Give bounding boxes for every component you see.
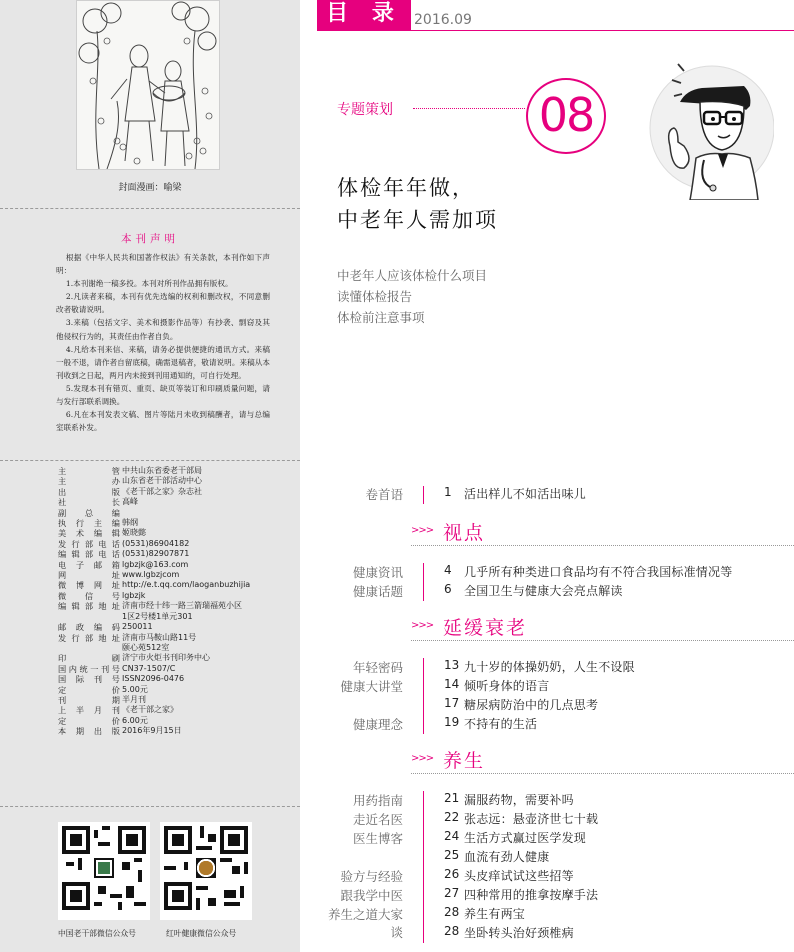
toc-category: 健康大讲堂 — [340, 679, 403, 694]
toc-page-number: 17 — [444, 696, 460, 710]
statement-paragraph: 2.凡读者来稿，本刊有优先选编的权利和删改权，不同意删改者敬请说明。 — [56, 292, 270, 315]
info-value: lgbzjk@163.com — [122, 559, 189, 569]
info-key: 印 刷 — [58, 653, 120, 664]
toc-title: 活出样儿不如活出味儿 — [464, 487, 587, 501]
info-row — [58, 476, 298, 486]
info-key: 微博网址 — [58, 580, 120, 591]
statement-paragraph: 5.发现本刊有错页、重页、缺页等装订和印刷质量问题，请与发行部联系调换。 — [56, 383, 270, 407]
info-key: 上半月刊 — [58, 705, 120, 716]
statement-paragraph: 3.来稿（包括文字、美术和摄影作品等）有抄袭、剽窃及其他侵权行为的，其责任由作者自负。 — [56, 318, 270, 341]
statement-title: 本刊声明 — [121, 233, 179, 245]
toc-page-number: 24 — [444, 829, 460, 843]
qr-code-icon — [164, 826, 248, 910]
info-row — [58, 622, 298, 632]
toc-page-number: 6 — [444, 582, 452, 596]
toc-entry[interactable] — [322, 582, 794, 602]
divider — [0, 460, 300, 461]
info-key: 邮政编码 — [58, 622, 120, 633]
toc-title: 几乎所有种类进口食品均有不符合我国标准情况等 — [464, 565, 733, 579]
toc-page-number: 28 — [444, 905, 460, 919]
info-value: 《老干部之家》 — [122, 705, 178, 715]
feature-dotted-line — [413, 108, 525, 109]
info-row — [58, 528, 298, 538]
left-sidebar — [0, 0, 300, 952]
info-value: 高峰 — [122, 497, 138, 507]
info-key: 编辑部电话 — [58, 549, 120, 560]
toc-page-number: 13 — [444, 658, 460, 672]
toc-category: 跟我学中医 — [340, 888, 403, 903]
toc-page-number: 4 — [444, 563, 452, 577]
info-key: 电子邮箱 — [58, 559, 120, 570]
toc-title: 全国卫生与健康大会亮点解读 — [464, 584, 623, 598]
info-value: 韩纲 — [122, 518, 138, 528]
info-key — [58, 643, 122, 653]
info-value: ISSN2096-0476 — [122, 674, 185, 684]
toc-page-number: 28 — [444, 924, 460, 938]
feature-subtitle: 体检前注意事项 — [337, 310, 425, 325]
info-row — [58, 487, 298, 497]
contents-title: 目 录 — [317, 0, 411, 30]
info-value: 济南市经十纬一路三箭瑞福苑小区 — [122, 601, 242, 611]
info-value: 2016年9月15日 — [122, 726, 182, 736]
toc-category: 健康理念 — [352, 717, 403, 732]
info-value: lgbzjk — [122, 590, 146, 600]
info-key: 编辑部地址 — [58, 601, 120, 612]
info-value: CN37-1507/C — [122, 663, 176, 673]
dotted-rule — [411, 545, 794, 546]
toc-title: 四种常用的推拿按摩手法 — [464, 888, 599, 902]
info-key: 定 价 — [58, 715, 120, 726]
info-key: 美术编辑 — [58, 528, 120, 539]
toc-category: 验方与经验 — [340, 869, 403, 884]
statement-paragraph: 6.凡在本刊发表文稿、图片等陆月未收到稿酬者，请与总编室联系补发。 — [56, 410, 270, 433]
toc-entry[interactable] — [322, 810, 794, 830]
info-row — [58, 695, 298, 705]
toc-title: 不持有的生活 — [464, 717, 538, 731]
toc-entry[interactable] — [322, 886, 794, 906]
qr-code-hongye — [160, 822, 252, 920]
toc-category: 健康资讯 — [352, 565, 403, 580]
toc-title: 漏服药物，需要补吗 — [464, 793, 574, 807]
info-key: 微 信 号 — [58, 590, 120, 601]
feature-subtitles — [337, 265, 487, 328]
publication-info — [58, 466, 298, 737]
toc-entry[interactable] — [322, 677, 794, 697]
toc-entry[interactable] — [322, 867, 794, 887]
info-key: 出 版 — [58, 486, 120, 497]
dotted-rule — [411, 773, 794, 774]
feature-label: 专题策划 — [337, 102, 393, 118]
info-value: 250011 — [122, 622, 153, 632]
toc-page-number: 22 — [444, 810, 460, 824]
section-name: 养生 — [443, 750, 486, 772]
info-row — [58, 685, 298, 695]
dotted-rule — [411, 640, 794, 641]
info-value: http://e.t.qq.com/laoganbuzhijia — [122, 580, 251, 590]
toc-title: 血流有劲人健康 — [464, 850, 550, 864]
info-row — [58, 726, 298, 736]
cover-caption: 封面漫画：喻梁 — [118, 183, 182, 193]
triple-chevron-icon: >>> — [411, 525, 434, 536]
issue-date: 2016.09 — [414, 12, 472, 28]
toc-title: 倾听身体的语言 — [464, 679, 550, 693]
info-row — [58, 466, 298, 476]
section-name: 延缓衰老 — [443, 617, 528, 639]
feature-subtitle: 中老年人应该体检什么项目 — [337, 268, 488, 283]
info-value: 姬晓懿 — [122, 528, 146, 538]
feature-page-number[interactable]: 08 — [538, 88, 594, 142]
info-value: 6.00元 — [122, 715, 148, 725]
toc-entry[interactable] — [322, 848, 794, 868]
headline-line: 体检年年做， — [337, 176, 475, 200]
info-value: 半月刊 — [122, 694, 146, 704]
info-value: (0531)82907871 — [122, 549, 190, 559]
statement-paragraph: 4.凡给本刊来信、来稿，请务必提供便捷的通讯方式。来稿一般不退，请作者自留底稿，确需退稿者，敬请说明。来稿从本刊收到之日起，两月内未接到刊用通知的，可自行处理。 — [56, 344, 270, 380]
info-row — [58, 705, 298, 715]
info-value: 《老干部之家》杂志社 — [122, 486, 202, 496]
section-header — [322, 516, 794, 546]
info-key: 副总编 — [58, 507, 120, 518]
toc-page-number: 19 — [444, 715, 460, 729]
info-key: 执行主编 — [58, 518, 120, 529]
info-row — [58, 664, 298, 674]
info-value — [122, 508, 298, 518]
toc-entry[interactable] — [322, 924, 794, 944]
info-row — [58, 518, 298, 528]
info-key: 刊 期 — [58, 694, 120, 705]
info-key: 国内统一刊号 — [58, 663, 120, 674]
toc-category: 健康话题 — [352, 584, 403, 599]
info-value: 5.00元 — [122, 684, 148, 694]
info-row — [58, 643, 298, 653]
toc-title: 坐卧转头治好颈椎病 — [464, 926, 574, 940]
section-name: 视点 — [443, 522, 486, 544]
toc-category: 医生博客 — [352, 831, 403, 846]
info-row — [58, 497, 298, 507]
info-value: 济南市马鞍山路11号 — [122, 632, 197, 642]
toc-page-number: 1 — [444, 485, 452, 499]
info-row — [58, 580, 298, 590]
info-row — [58, 591, 298, 601]
toc-entry[interactable] — [322, 696, 794, 716]
info-row — [58, 560, 298, 570]
toc-entry[interactable] — [322, 485, 794, 505]
info-key: 发行部电话 — [58, 538, 120, 549]
info-row — [58, 549, 298, 559]
info-key: 国际刊号 — [58, 674, 120, 685]
info-key: 定 价 — [58, 684, 120, 695]
toc-category: 走近名医 — [352, 812, 403, 827]
info-key: 主 管 — [58, 466, 120, 476]
qr-caption: 红叶健康微信公众号 — [166, 929, 237, 938]
qr-code-icon — [62, 826, 146, 910]
info-value: www.lgbzjcom — [122, 570, 180, 580]
toc-entry[interactable] — [322, 563, 794, 583]
info-row — [58, 653, 298, 663]
toc-page-number: 21 — [444, 791, 460, 805]
toc-category: 用药指南 — [352, 793, 403, 808]
triple-chevron-icon: >>> — [411, 753, 434, 764]
section-header — [322, 611, 794, 641]
statement-body — [56, 251, 270, 434]
info-row — [58, 612, 298, 622]
toc-title: 头皮痒试试这些招等 — [464, 869, 574, 883]
statement-paragraph: 根据《中华人民共和国著作权法》有关条款，本刊作如下声明： — [56, 253, 270, 276]
info-row — [58, 570, 298, 580]
info-key — [58, 612, 122, 622]
toc-category: 卷首语 — [365, 487, 403, 502]
toc-page-number: 25 — [444, 848, 460, 862]
info-row — [58, 601, 298, 611]
info-key: 本期出版 — [58, 726, 120, 737]
triple-chevron-icon: >>> — [411, 620, 434, 631]
toc-page-number: 26 — [444, 867, 460, 881]
info-key: 网 址 — [58, 570, 120, 581]
info-value: (0531)86904182 — [122, 538, 190, 548]
info-row — [58, 674, 298, 684]
doctor-illustration — [634, 50, 774, 200]
feature-subtitle: 读懂体检报告 — [337, 289, 413, 304]
toc-category: 年轻密码 — [352, 660, 403, 675]
cover-cartoon-image — [76, 0, 220, 170]
info-value: 颐心苑512室 — [122, 642, 170, 652]
info-row — [58, 633, 298, 643]
toc-title: 张志远：悬壶济世七十载 — [464, 812, 599, 826]
toc-page-number: 14 — [444, 677, 460, 691]
info-value: 1区2号楼1单元301 — [122, 611, 193, 621]
toc-title: 养生有两宝 — [464, 907, 526, 921]
info-value: 中共山东省委老干部局 — [122, 466, 202, 475]
divider — [0, 806, 300, 807]
toc-entry[interactable] — [322, 791, 794, 811]
divider — [0, 208, 300, 209]
info-value: 济宁市火炬书刊印务中心 — [122, 653, 210, 663]
toc-entry[interactable] — [322, 829, 794, 849]
statement-paragraph: 1.本刊谢绝一稿多投。本刊对所刊作品拥有版权。 — [65, 279, 233, 289]
header-rule — [317, 30, 794, 31]
section-header — [322, 744, 794, 774]
toc-title: 九十岁的体操奶奶，人生不设限 — [464, 660, 635, 674]
toc-title: 生活方式赢过医学发现 — [464, 831, 587, 845]
qr-code-laoganbu — [58, 822, 150, 920]
toc-title: 糖尿病防治中的几点思考 — [464, 698, 599, 712]
toc-category: 养生之道大家谈 — [327, 907, 403, 940]
headline-line: 中老年人需加项 — [337, 208, 498, 232]
info-row — [58, 508, 298, 518]
toc-entry[interactable] — [322, 715, 794, 735]
info-value: 山东省老干部活动中心 — [122, 476, 202, 486]
toc-page-number: 27 — [444, 886, 460, 900]
qr-caption: 中国老干部微信公众号 — [58, 929, 136, 938]
feature-headline[interactable] — [337, 172, 498, 236]
info-key: 发行部地址 — [58, 632, 120, 643]
info-key: 社 长 — [58, 497, 120, 508]
toc-entry[interactable] — [322, 658, 794, 678]
info-row — [58, 539, 298, 549]
info-row — [58, 716, 298, 726]
info-key: 主 办 — [58, 476, 120, 487]
